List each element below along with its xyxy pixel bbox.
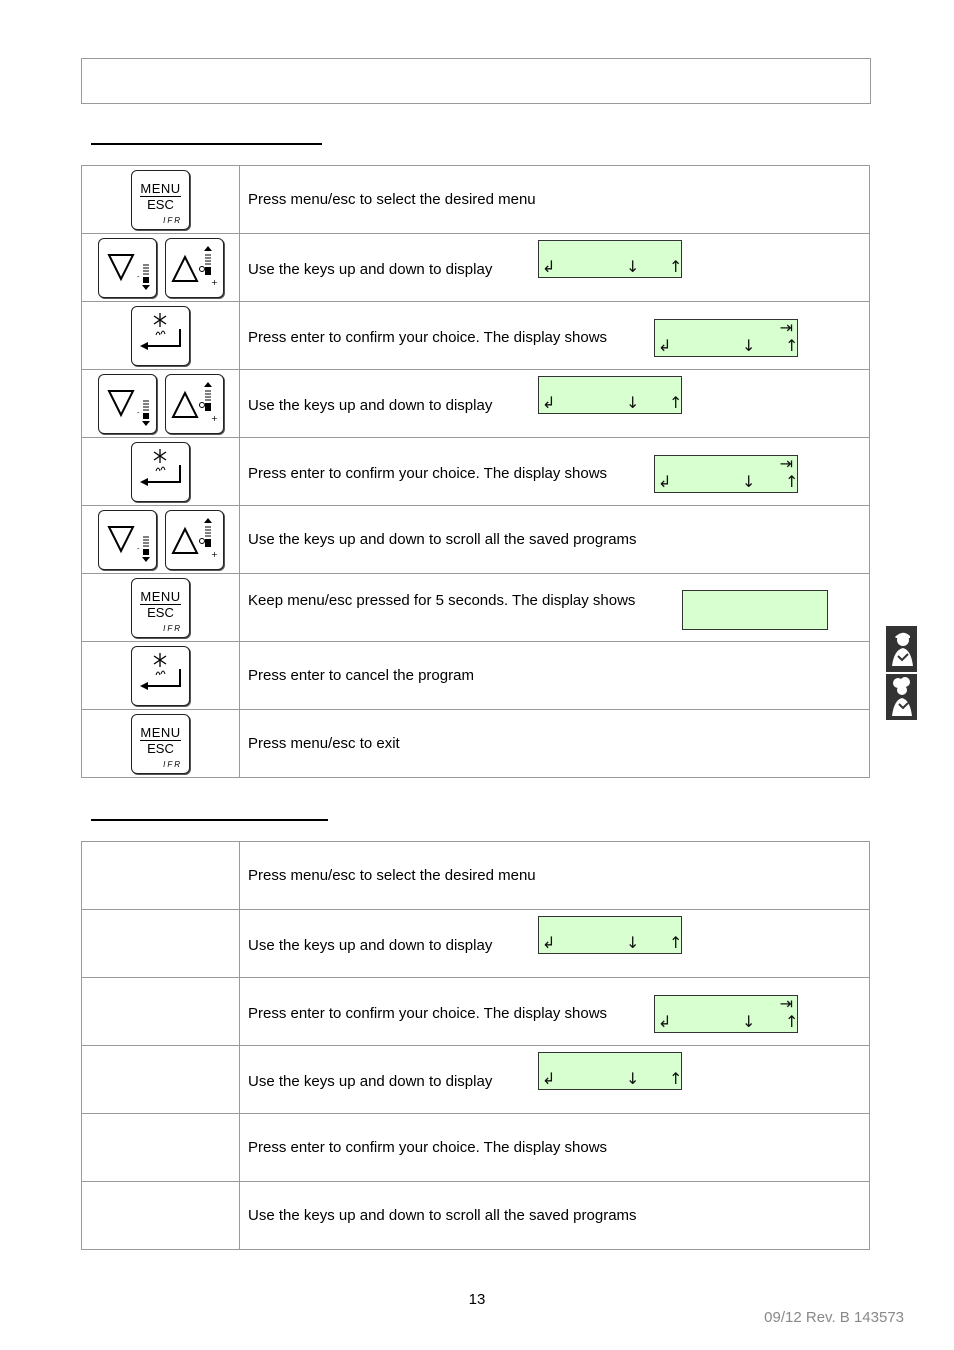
- instruction-text: Use the keys up and down to display: [248, 261, 493, 278]
- key-icon-cell: [82, 1046, 240, 1114]
- up-arrow-icon: ↑: [669, 257, 683, 276]
- instruction-cell: [240, 370, 870, 438]
- instruction-cell: [240, 506, 870, 574]
- svg-text:+: +: [210, 413, 218, 423]
- svg-text:-: -: [136, 272, 140, 281]
- table-row: [82, 642, 870, 710]
- lcd-display: [654, 995, 798, 1033]
- key-icon-cell: [82, 842, 240, 910]
- lcd-display: [654, 319, 798, 357]
- table-row: [82, 574, 870, 642]
- lcd-display: [538, 376, 682, 414]
- key-icon-cell: [82, 710, 240, 778]
- enter-arrow-icon: ↲: [542, 1069, 556, 1088]
- instruction-cell: [240, 1182, 870, 1250]
- instruction-cell: [240, 234, 870, 302]
- instruction-cell: [240, 842, 870, 910]
- table-row: [82, 234, 870, 302]
- instruction-cell: [240, 438, 870, 506]
- instruction-cell: [240, 910, 870, 978]
- down-arrow-icon: ↓: [626, 1069, 640, 1088]
- table-row: [82, 302, 870, 370]
- table-row: [82, 1046, 870, 1114]
- up-key-icon: [165, 238, 224, 298]
- table-row: [82, 370, 870, 438]
- instruction-text: Use the keys up and down to display: [248, 397, 493, 414]
- key-icon-cell: [82, 574, 240, 642]
- instruction-text: Use the keys up and down to display: [248, 937, 493, 954]
- key-icon-cell: [82, 978, 240, 1046]
- instruction-cell: [240, 978, 870, 1046]
- instruction-text: Press menu/esc to exit: [248, 734, 400, 752]
- up-arrow-icon: ↑: [669, 393, 683, 412]
- svg-text:+: +: [210, 549, 218, 559]
- enter-arrow-icon: ↲: [658, 1012, 672, 1031]
- instruction-text: Press menu/esc to select the desired menu: [248, 866, 536, 884]
- key-icon-cell: [82, 506, 240, 574]
- instruction-text: Press enter to confirm your choice. The display shows: [248, 1138, 608, 1156]
- section1-steps-table: [81, 165, 870, 778]
- section2-title-underline: [91, 819, 328, 821]
- lcd-display-blank: [682, 590, 828, 630]
- menu-esc-key-icon: MENU ESC IFR: [131, 578, 190, 638]
- svg-text:-: -: [136, 544, 140, 553]
- instruction-cell: [240, 1114, 870, 1182]
- enter-key-icon: [131, 442, 190, 502]
- instruction-cell: [240, 642, 870, 710]
- up-arrow-icon: ↑: [785, 1012, 799, 1031]
- table-row: [82, 438, 870, 506]
- table-row: [82, 1182, 870, 1250]
- down-arrow-icon: ↓: [626, 257, 640, 276]
- header-box: [81, 58, 871, 104]
- up-key-icon: [165, 510, 224, 570]
- menu-esc-key-icon: MENU ESC IFR: [131, 714, 190, 774]
- instruction-cell: [240, 574, 870, 642]
- up-arrow-icon: ↑: [785, 336, 799, 355]
- key-icon-cell: [82, 370, 240, 438]
- down-key-icon: [98, 238, 157, 298]
- instruction-text: Use the keys up and down to scroll all the saved programs: [248, 530, 637, 548]
- enter-arrow-icon: ↲: [658, 472, 672, 491]
- enter-key-icon: [131, 306, 190, 366]
- down-arrow-icon: ↓: [626, 393, 640, 412]
- enter-arrow-icon: ↲: [542, 393, 556, 412]
- table-row: [82, 1114, 870, 1182]
- up-arrow-icon: ↑: [669, 1069, 683, 1088]
- key-icon-cell: [82, 1114, 240, 1182]
- right-tab-arrow-icon: ⇥: [779, 454, 793, 473]
- down-arrow-icon: ↓: [742, 472, 756, 491]
- down-arrow-icon: ↓: [742, 1012, 756, 1031]
- instruction-text: Press enter to confirm your choice. The display shows: [248, 1005, 608, 1022]
- svg-text:+: +: [210, 277, 218, 287]
- table-row: [82, 842, 870, 910]
- enter-key-icon: [131, 646, 190, 706]
- instruction-text: Press enter to cancel the program: [248, 666, 474, 684]
- down-arrow-icon: ↓: [626, 933, 640, 952]
- menu-esc-key-icon: MENU ESC IFR: [131, 170, 190, 230]
- instruction-text: Use the keys up and down to display: [248, 1073, 493, 1090]
- enter-arrow-icon: ↲: [658, 336, 672, 355]
- up-key-icon: [165, 374, 224, 434]
- lcd-display: [654, 455, 798, 493]
- lcd-display: [538, 1052, 682, 1090]
- page-number: 13: [468, 1291, 486, 1308]
- side-tab-chef-icon: [886, 674, 917, 720]
- up-arrow-icon: ↑: [669, 933, 683, 952]
- section2-steps-table: [81, 841, 870, 1250]
- instruction-cell: [240, 710, 870, 778]
- lcd-display: [538, 916, 682, 954]
- table-row: [82, 166, 870, 234]
- down-key-icon: [98, 374, 157, 434]
- table-row: [82, 978, 870, 1046]
- revision-code: 09/12 Rev. B 143573: [764, 1309, 904, 1326]
- instruction-text: Use the keys up and down to scroll all the saved programs: [248, 1206, 637, 1224]
- table-row: [82, 710, 870, 778]
- instruction-cell: [240, 166, 870, 234]
- down-key-icon: [98, 510, 157, 570]
- instruction-cell: [240, 1046, 870, 1114]
- enter-arrow-icon: ↲: [542, 933, 556, 952]
- right-tab-arrow-icon: ⇥: [779, 994, 793, 1013]
- lcd-display: [538, 240, 682, 278]
- instruction-text: Press enter to confirm your choice. The display shows: [248, 465, 608, 482]
- key-icon-cell: [82, 910, 240, 978]
- side-tab-user-icon: [886, 626, 917, 672]
- section1-title-underline: [91, 143, 322, 145]
- table-row: [82, 910, 870, 978]
- instruction-text: Press enter to confirm your choice. The display shows: [248, 329, 608, 346]
- svg-text:-: -: [136, 408, 140, 417]
- up-arrow-icon: ↑: [785, 472, 799, 491]
- key-icon-cell: [82, 438, 240, 506]
- table-row: [82, 506, 870, 574]
- key-icon-cell: [82, 166, 240, 234]
- right-tab-arrow-icon: ⇥: [779, 318, 793, 337]
- enter-arrow-icon: ↲: [542, 257, 556, 276]
- key-icon-cell: [82, 302, 240, 370]
- key-icon-cell: [82, 1182, 240, 1250]
- down-arrow-icon: ↓: [742, 336, 756, 355]
- instruction-text: Keep menu/esc pressed for 5 seconds. The display shows: [248, 592, 636, 609]
- key-icon-cell: [82, 642, 240, 710]
- instruction-cell: [240, 302, 870, 370]
- key-icon-cell: [82, 234, 240, 302]
- instruction-text: Press menu/esc to select the desired menu: [248, 190, 536, 208]
